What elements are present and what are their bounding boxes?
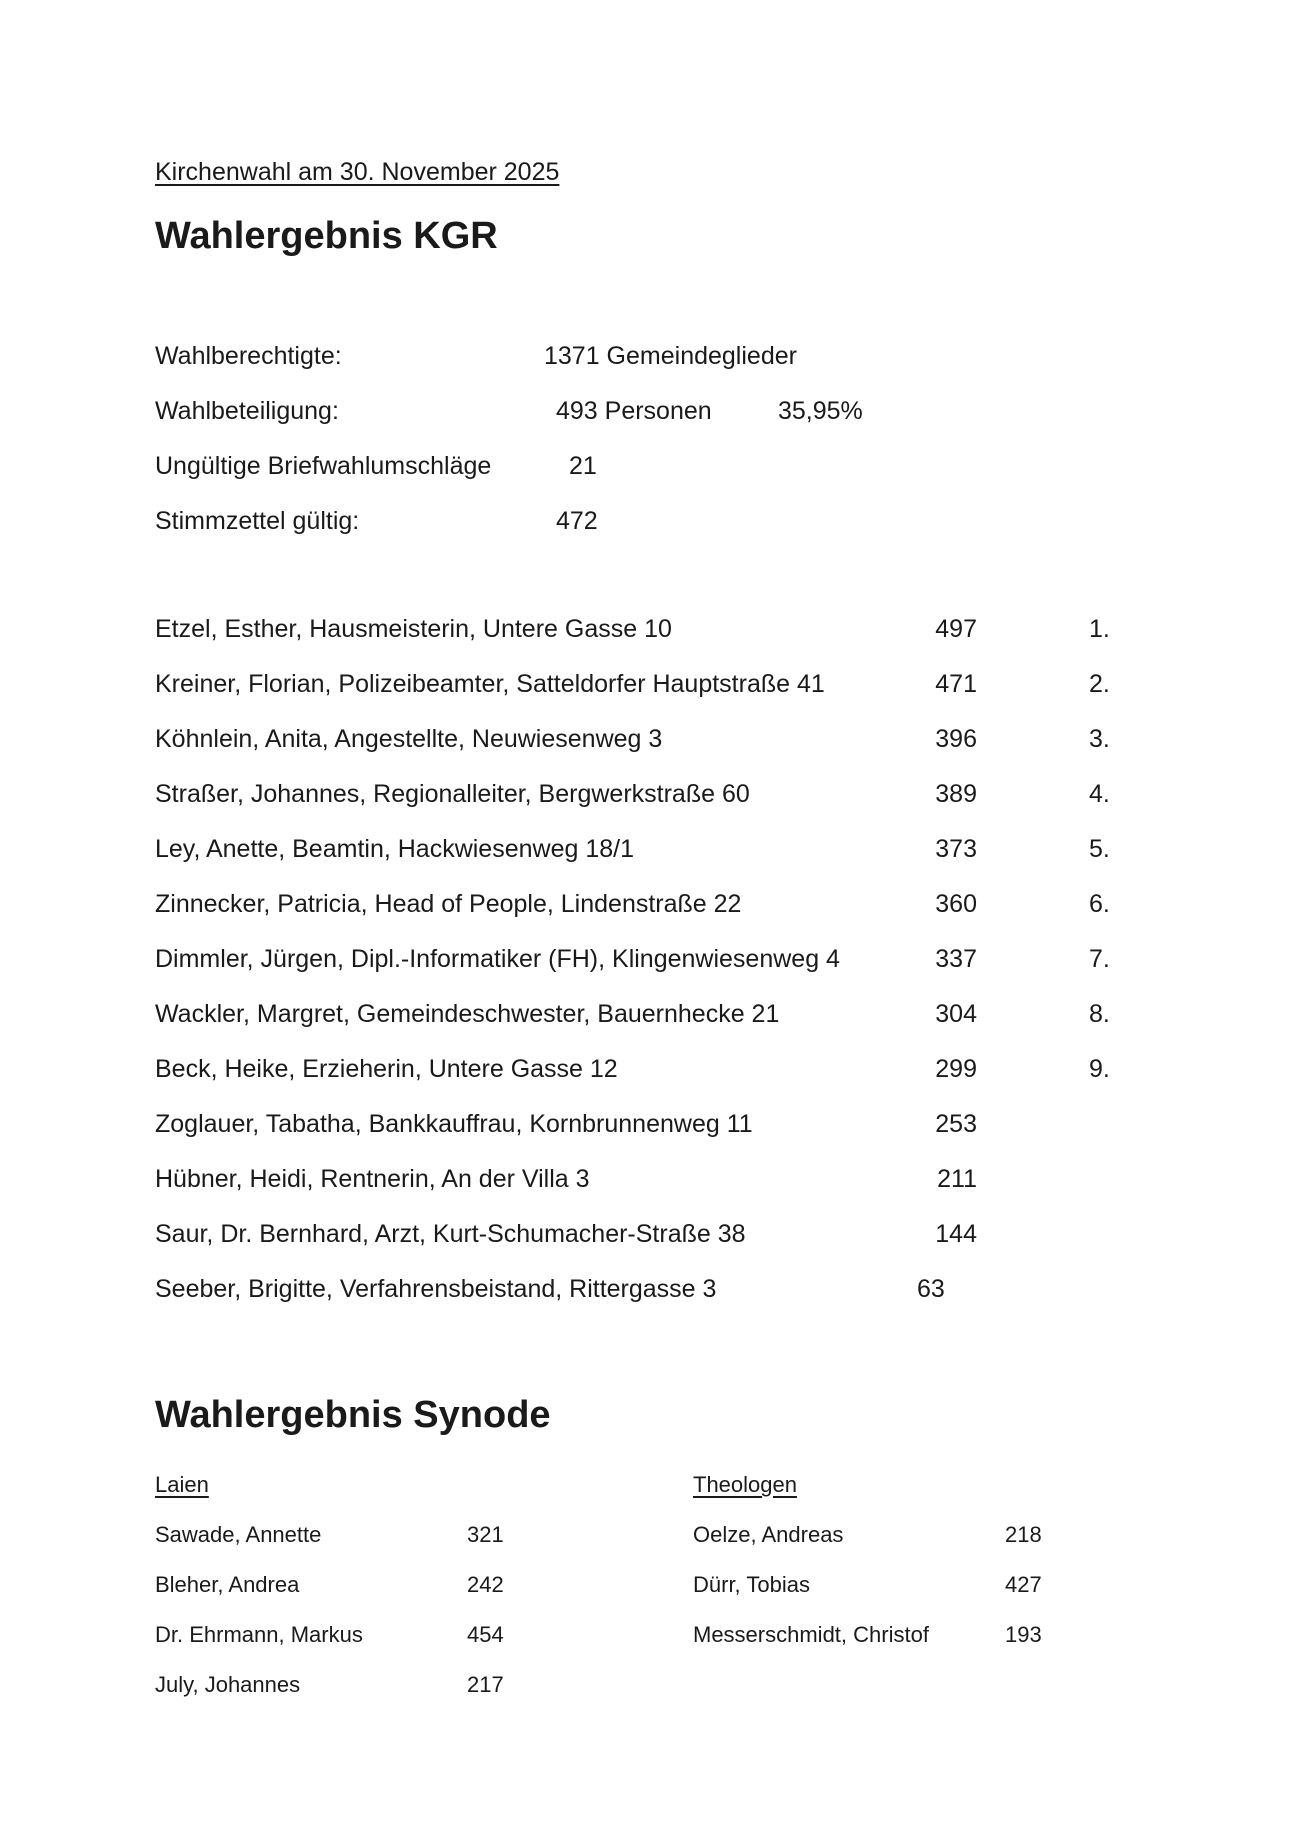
candidate-votes: 299 xyxy=(935,1055,977,1083)
laien-votes: 242 xyxy=(467,1572,504,1597)
candidate-rank: 1. xyxy=(1089,615,1110,643)
stat-value: 472 xyxy=(556,507,598,535)
candidate-name: Beck, Heike, Erzieherin, Untere Gasse 12 xyxy=(155,1055,618,1083)
candidate-votes: 360 xyxy=(935,890,977,918)
laien-name: Bleher, Andrea xyxy=(155,1572,300,1597)
candidate-rank: 2. xyxy=(1089,670,1110,698)
election-subtitle: Kirchenwahl am 30. November 2025 xyxy=(155,158,560,186)
candidate-name: Zoglauer, Tabatha, Bankkauffrau, Kornbrunnenweg 11 xyxy=(155,1110,753,1138)
stat-label: Wahlbeteiligung: xyxy=(155,397,339,425)
theologen-votes: 427 xyxy=(1005,1572,1042,1597)
stat-value: 1371 Gemeindeglieder xyxy=(544,342,797,370)
candidate-name: Ley, Anette, Beamtin, Hackwiesenweg 18/1 xyxy=(155,835,634,863)
laien-heading: Laien xyxy=(155,1472,209,1497)
candidate-votes: 63 xyxy=(917,1275,945,1303)
candidate-rank: 4. xyxy=(1089,780,1110,808)
laien-votes: 321 xyxy=(467,1522,504,1547)
stat-value: 493 Personen xyxy=(556,397,712,425)
candidate-name: Etzel, Esther, Hausmeisterin, Untere Gasse 10 xyxy=(155,615,672,643)
candidate-name: Wackler, Margret, Gemeindeschwester, Bauernhecke 21 xyxy=(155,1000,780,1028)
stat-label: Wahlberechtigte: xyxy=(155,342,342,370)
candidate-votes: 389 xyxy=(935,780,977,808)
candidate-rank: 3. xyxy=(1089,725,1110,753)
candidate-rank: 5. xyxy=(1089,835,1110,863)
candidate-votes: 497 xyxy=(935,615,977,643)
candidate-name: Zinnecker, Patricia, Head of People, Lindenstraße 22 xyxy=(155,890,742,918)
kgr-title: Wahlergebnis KGR xyxy=(155,215,498,257)
stat-label: Stimmzettel gültig: xyxy=(155,507,360,535)
candidate-name: Köhnlein, Anita, Angestellte, Neuwiesenweg 3 xyxy=(155,725,663,753)
candidate-votes: 304 xyxy=(935,1000,977,1028)
laien-name: Sawade, Annette xyxy=(155,1522,322,1547)
theologen-name: Oelze, Andreas xyxy=(693,1522,844,1547)
theologen-votes: 193 xyxy=(1005,1622,1042,1647)
candidate-rank: 6. xyxy=(1089,890,1110,918)
laien-votes: 454 xyxy=(467,1622,504,1647)
candidate-votes: 471 xyxy=(935,670,977,698)
theologen-name: Dürr, Tobias xyxy=(693,1572,810,1597)
candidate-rank: 8. xyxy=(1089,1000,1110,1028)
candidate-votes: 144 xyxy=(935,1220,977,1248)
candidate-name: Saur, Dr. Bernhard, Arzt, Kurt-Schumacher-Straße 38 xyxy=(155,1220,746,1248)
candidate-votes: 396 xyxy=(935,725,977,753)
candidate-name: Kreiner, Florian, Polizeibeamter, Satteldorfer Hauptstraße 41 xyxy=(155,670,825,698)
theologen-votes: 218 xyxy=(1005,1522,1042,1547)
stat-label: Ungültige Briefwahlumschläge xyxy=(155,452,492,480)
candidate-rank: 9. xyxy=(1089,1055,1110,1083)
stat-percentage: 35,95% xyxy=(778,397,863,425)
candidate-votes: 253 xyxy=(935,1110,977,1138)
candidate-name: Straßer, Johannes, Regionalleiter, Bergwerkstraße 60 xyxy=(155,780,750,808)
stat-value: 21 xyxy=(569,452,597,480)
candidate-votes: 337 xyxy=(935,945,977,973)
theologen-name: Messerschmidt, Christof xyxy=(693,1622,929,1647)
candidate-votes: 211 xyxy=(937,1165,977,1193)
candidate-name: Dimmler, Jürgen, Dipl.-Informatiker (FH), Klingenwiesenweg 4 xyxy=(155,945,840,973)
candidate-name: Seeber, Brigitte, Verfahrensbeistand, Rittergasse 3 xyxy=(155,1275,717,1303)
laien-votes: 217 xyxy=(467,1672,504,1697)
synode-title: Wahlergebnis Synode xyxy=(155,1394,551,1436)
candidate-name: Hübner, Heidi, Rentnerin, An der Villa 3 xyxy=(155,1165,590,1193)
theologen-heading: Theologen xyxy=(693,1472,797,1497)
candidate-rank: 7. xyxy=(1089,945,1110,973)
laien-name: Dr. Ehrmann, Markus xyxy=(155,1622,363,1647)
laien-name: July, Johannes xyxy=(155,1672,301,1697)
candidate-votes: 373 xyxy=(935,835,977,863)
